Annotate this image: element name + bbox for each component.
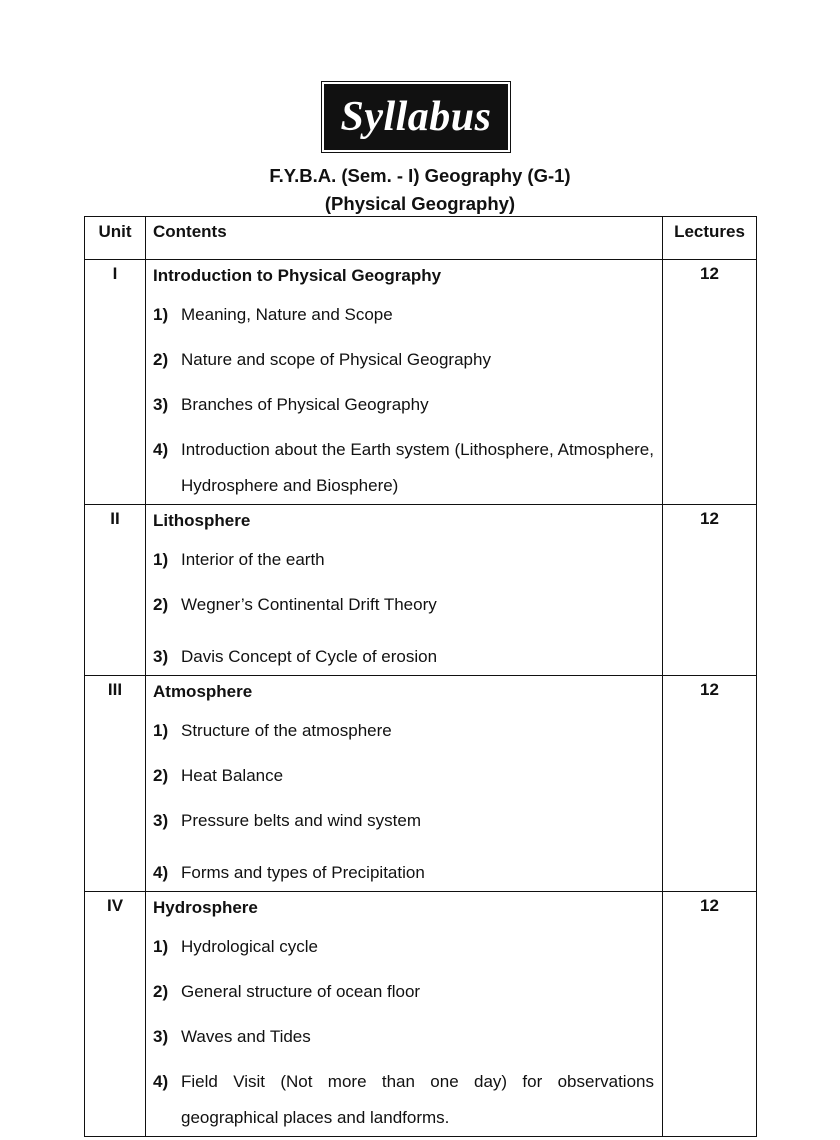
list-item-number: 2) — [153, 982, 169, 1001]
table-row — [85, 260, 757, 505]
list-item-number: 4) — [153, 440, 169, 459]
unit-contents — [146, 676, 663, 892]
list-item-number: 1) — [153, 305, 169, 324]
list-item-text: Meaning, Nature and Scope — [181, 305, 393, 324]
list-item — [153, 1025, 654, 1055]
list-item-number: 3) — [153, 811, 169, 830]
list-item-text: Waves and Tides — [181, 1027, 311, 1046]
list-item-text: Heat Balance — [181, 766, 284, 785]
course-title: F.Y.B.A. (Sem. - I) Geography (G-1) — [269, 165, 571, 186]
table-row — [85, 892, 757, 1137]
list-item — [153, 935, 654, 965]
unit-number: I — [85, 260, 146, 505]
list-item — [153, 438, 654, 504]
list-item — [153, 861, 654, 891]
list-item-number: 3) — [153, 395, 169, 414]
unit-topic: Hydrosphere — [153, 898, 258, 917]
list-item-text: Hydrological cycle — [181, 937, 318, 956]
table-row — [85, 505, 757, 676]
unit-contents — [146, 260, 663, 505]
list-item — [153, 548, 654, 578]
list-item — [153, 303, 654, 333]
list-item-number: 2) — [153, 350, 169, 369]
unit-contents — [146, 892, 663, 1137]
list-item — [153, 645, 654, 675]
list-item-number: 3) — [153, 1027, 169, 1046]
table-row — [85, 676, 757, 892]
unit-number: II — [85, 505, 146, 676]
syllabus-title: Syllabus — [340, 94, 492, 140]
list-item-text: General structure of ocean floor — [181, 982, 421, 1001]
list-item-number: 4) — [153, 863, 169, 882]
list-item — [153, 809, 654, 839]
list-item — [153, 348, 654, 378]
lecture-count: 12 — [663, 892, 757, 1137]
list-item-text: Branches of Physical Geography — [181, 395, 429, 414]
list-item-text: Interior of the earth — [181, 550, 325, 569]
list-item-number: 2) — [153, 595, 169, 614]
list-item-number: 1) — [153, 937, 169, 956]
list-item-number: 2) — [153, 766, 169, 785]
course-subtitle: (Physical Geography) — [324, 193, 516, 214]
list-item — [153, 593, 654, 623]
list-item — [153, 1070, 654, 1136]
list-item — [153, 980, 654, 1010]
list-item — [153, 719, 654, 749]
unit-number: IV — [85, 892, 146, 1137]
unit-number: III — [85, 676, 146, 892]
table-header-row — [85, 217, 757, 260]
list-item-text: Field Visit (Not more than one day) for observations geographical places and landforms. — [181, 1072, 654, 1127]
unit-topic: Introduction to Physical Geography — [153, 266, 442, 285]
list-item-text: Introduction about the Earth system (Lithosphere, Atmosphere, Hydrosphere and Biosphere) — [181, 440, 654, 495]
syllabus-table — [84, 216, 757, 1137]
list-item — [153, 764, 654, 794]
list-item-text: Davis Concept of Cycle of erosion — [181, 647, 438, 666]
unit-contents — [146, 505, 663, 676]
list-item-number: 3) — [153, 647, 169, 666]
lecture-count: 12 — [663, 260, 757, 505]
lecture-count: 12 — [663, 676, 757, 892]
list-item-text: Forms and types of Precipitation — [181, 863, 425, 882]
syllabus-badge — [324, 84, 508, 150]
list-item — [153, 393, 654, 423]
header-contents: Contents — [146, 217, 663, 260]
list-item-text: Wegner’s Continental Drift Theory — [181, 595, 437, 614]
lecture-count: 12 — [663, 505, 757, 676]
list-item-text: Nature and scope of Physical Geography — [181, 350, 491, 369]
list-item-text: Structure of the atmosphere — [181, 721, 392, 740]
list-item-number: 1) — [153, 721, 169, 740]
list-item-text: Pressure belts and wind system — [181, 811, 421, 830]
header-lectures: Lectures — [663, 217, 757, 260]
unit-topic: Lithosphere — [153, 511, 251, 530]
header-unit: Unit — [85, 217, 146, 260]
list-item-number: 4) — [153, 1072, 169, 1091]
list-item-number: 1) — [153, 550, 169, 569]
unit-topic: Atmosphere — [153, 682, 253, 701]
